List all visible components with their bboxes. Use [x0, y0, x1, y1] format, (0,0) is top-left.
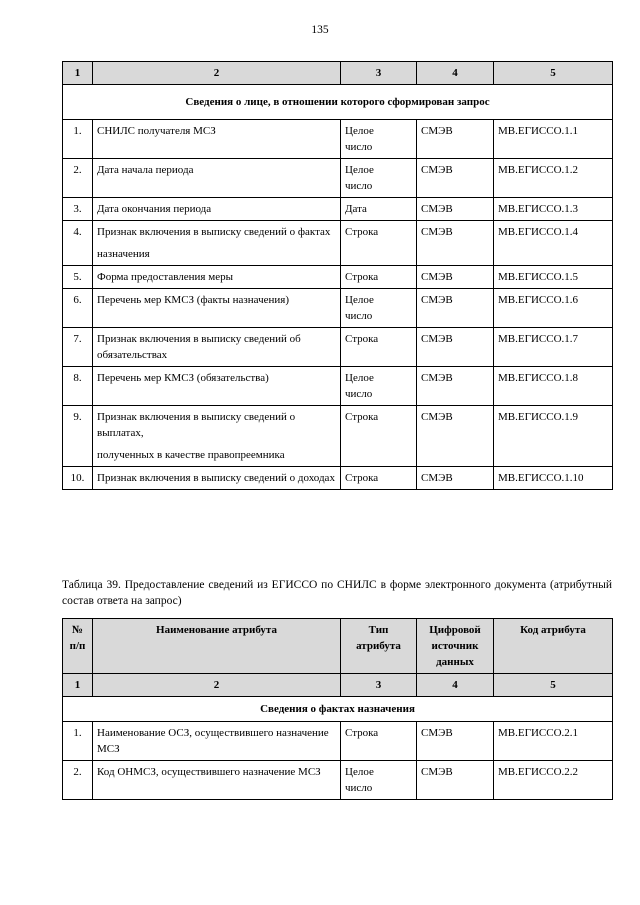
data-source: СМЭВ: [417, 722, 494, 761]
row-number: 2.: [63, 159, 93, 198]
attribute-type: [341, 120, 417, 159]
data-source: СМЭВ: [417, 159, 494, 198]
cell-text-line: Код ОНМСЗ, осуществившего назначение МСЗ: [97, 766, 321, 778]
cell-text-line: Целое: [345, 164, 374, 176]
cell-text-line: Строка: [345, 472, 379, 484]
header-type-line: атрибута: [356, 640, 401, 652]
attribute-code: МВ.ЕГИССО.2.1: [494, 722, 613, 761]
column-number: 4: [417, 62, 494, 85]
attribute-code: МВ.ЕГИССО.1.10: [494, 467, 613, 490]
header-type: [341, 619, 417, 674]
column-number: 4: [417, 674, 494, 697]
row-number: 9.: [63, 406, 93, 467]
cell-text-line: Перечень мер КМСЗ (обязательства): [97, 372, 269, 384]
cell-text-line: Наименование ОСЗ, осуществившего назначение МСЗ: [97, 727, 329, 755]
attribute-name: [93, 722, 341, 761]
cell-text-line: Признак включения в выписку сведений о доходах: [97, 472, 335, 484]
attribute-code: МВ.ЕГИССО.1.9: [494, 406, 613, 467]
attribute-code: МВ.ЕГИССО.1.7: [494, 328, 613, 367]
table-row: [63, 159, 613, 198]
attribute-type: [341, 159, 417, 198]
attribute-name: [93, 221, 341, 266]
cell-text-line: полученных в качестве правопреемника: [97, 449, 285, 461]
section-title: Сведения о лице, в отношении которого сформирован запрос: [63, 85, 613, 120]
column-number-row: [63, 62, 613, 85]
column-number-row: [63, 674, 613, 697]
column-number: 2: [93, 62, 341, 85]
header-type-line: Тип: [368, 624, 389, 636]
cell-text-line: Строка: [345, 271, 379, 283]
table-row: [63, 266, 613, 289]
cell-text-line: Целое: [345, 294, 374, 306]
data-source: СМЭВ: [417, 221, 494, 266]
attribute-name: [93, 120, 341, 159]
attribute-type: [341, 221, 417, 266]
attribute-name: [93, 266, 341, 289]
cell-text-line: число: [345, 141, 373, 153]
cell-text-line: назначения: [97, 248, 150, 260]
section-row: [63, 85, 613, 120]
attribute-code: МВ.ЕГИССО.1.2: [494, 159, 613, 198]
cell-text-line: Дата окончания периода: [97, 203, 212, 215]
attribute-code: МВ.ЕГИССО.1.6: [494, 289, 613, 328]
attribute-name: [93, 159, 341, 198]
cell-text-line: Целое: [345, 372, 374, 384]
attribute-name: [93, 367, 341, 406]
row-number: 1.: [63, 120, 93, 159]
cell-text-line: Строка: [345, 333, 379, 345]
table-caption: Таблица 39. Предоставление сведений из ЕГИССО по СНИЛС в форме электронного документа (атрибутный состав ответа на запрос): [62, 579, 612, 607]
data-source: СМЭВ: [417, 120, 494, 159]
row-number: 5.: [63, 266, 93, 289]
attribute-code: МВ.ЕГИССО.1.4: [494, 221, 613, 266]
cell-text-line: число: [345, 782, 373, 794]
attribute-type: [341, 289, 417, 328]
attribute-name: [93, 198, 341, 221]
header-source-line: данных: [436, 656, 474, 668]
table-row: [63, 289, 613, 328]
row-number: 8.: [63, 367, 93, 406]
data-source: СМЭВ: [417, 406, 494, 467]
table-row: [63, 328, 613, 367]
data-source: СМЭВ: [417, 367, 494, 406]
cell-text-line: число: [345, 310, 373, 322]
header-source-line: Цифровой: [429, 624, 481, 636]
cell-text-line: Дата начала периода: [97, 164, 194, 176]
header-code: Код атрибута: [494, 619, 613, 674]
cell-text-line: Целое: [345, 125, 374, 137]
row-number: 6.: [63, 289, 93, 328]
attributes-table-request: [62, 61, 613, 490]
table-row: [63, 406, 613, 467]
data-source: СМЭВ: [417, 198, 494, 221]
row-number: 3.: [63, 198, 93, 221]
attribute-name: [93, 761, 341, 800]
cell-text-line: Форма предоставления меры: [97, 271, 233, 283]
column-number: 2: [93, 674, 341, 697]
column-number: 1: [63, 62, 93, 85]
cell-text-line: СНИЛС получателя МСЗ: [97, 125, 216, 137]
attribute-type: [341, 467, 417, 490]
row-number: 2.: [63, 761, 93, 800]
attribute-code: МВ.ЕГИССО.1.5: [494, 266, 613, 289]
attribute-code: МВ.ЕГИССО.1.3: [494, 198, 613, 221]
column-number: 5: [494, 62, 613, 85]
attribute-type: [341, 406, 417, 467]
section-title: Сведения о фактах назначения: [63, 697, 613, 722]
table-row: [63, 467, 613, 490]
cell-text-line: число: [345, 180, 373, 192]
attribute-name: [93, 289, 341, 328]
column-number: 3: [341, 674, 417, 697]
page-number: 135: [311, 24, 329, 36]
attributes-table-response: [62, 618, 613, 800]
data-source: СМЭВ: [417, 289, 494, 328]
cell-text-line: Строка: [345, 226, 379, 238]
header-num-line: №: [71, 624, 84, 636]
data-source: СМЭВ: [417, 467, 494, 490]
column-number: 5: [494, 674, 613, 697]
cell-text-line: Признак включения в выписку сведений об обязательствах: [97, 333, 301, 361]
column-number: 3: [341, 62, 417, 85]
cell-text-line: Признак включения в выписку сведений о фактах: [97, 226, 331, 238]
attribute-type: [341, 761, 417, 800]
attribute-code: МВ.ЕГИССО.2.2: [494, 761, 613, 800]
attribute-code: МВ.ЕГИССО.1.1: [494, 120, 613, 159]
table-row: [63, 198, 613, 221]
header-num: [63, 619, 93, 674]
header-name: Наименование атрибута: [93, 619, 341, 674]
row-number: 10.: [63, 467, 93, 490]
attribute-name: [93, 328, 341, 367]
attribute-name: [93, 467, 341, 490]
cell-text-line: Строка: [345, 411, 379, 423]
attribute-type: [341, 367, 417, 406]
row-number: 1.: [63, 722, 93, 761]
row-number: 7.: [63, 328, 93, 367]
table-row: [63, 722, 613, 761]
data-source: СМЭВ: [417, 761, 494, 800]
cell-text-line: Перечень мер КМСЗ (факты назначения): [97, 294, 289, 306]
header-num-line: п/п: [69, 640, 86, 652]
header-source: [417, 619, 494, 674]
cell-text-line: Целое: [345, 766, 374, 778]
attribute-code: МВ.ЕГИССО.1.8: [494, 367, 613, 406]
cell-text-line: Дата: [345, 203, 367, 215]
column-number: 1: [63, 674, 93, 697]
attribute-name: [93, 406, 341, 467]
cell-text-line: Признак включения в выписку сведений о выплатах,: [97, 411, 296, 439]
table-row: [63, 221, 613, 266]
row-number: 4.: [63, 221, 93, 266]
data-source: СМЭВ: [417, 328, 494, 367]
table-row: [63, 761, 613, 800]
attribute-type: [341, 198, 417, 221]
table-header-row: [63, 619, 613, 674]
section-row: [63, 697, 613, 722]
attribute-type: [341, 266, 417, 289]
cell-text-line: Строка: [345, 727, 379, 739]
attribute-type: [341, 328, 417, 367]
header-source-line: источник: [431, 640, 479, 652]
cell-text-line: число: [345, 388, 373, 400]
table-row: [63, 367, 613, 406]
data-source: СМЭВ: [417, 266, 494, 289]
attribute-type: [341, 722, 417, 761]
table-row: [63, 120, 613, 159]
